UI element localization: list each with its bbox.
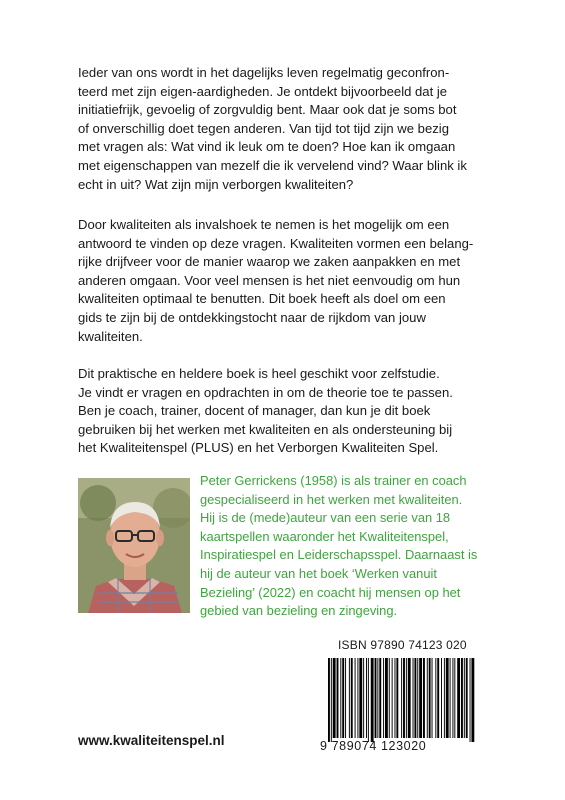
qualities-paragraph: [78, 216, 518, 346]
barcode-bar: [371, 658, 374, 742]
bio-line: kaartspellen waaronder het Kwaliteitenspel,: [200, 528, 449, 544]
barcode-bar: [340, 658, 341, 738]
text-line: met eigenschappen van mezelf die ik vervelend vind? Waar blink ik: [78, 157, 467, 173]
barcode-bar: [359, 658, 362, 738]
barcode-bar: [423, 658, 425, 738]
text-line: gebruiken bij het werken met kwaliteiten en als ondersteuning bij: [78, 421, 453, 437]
text-line: het Kwaliteitenspel (PLUS) en het Verborgen Kwaliteiten Spel.: [78, 440, 439, 456]
barcode-bar: [345, 658, 346, 738]
bio-line: Peter Gerrickens (1958) is als trainer en coach: [200, 473, 467, 488]
barcode-bar: [466, 658, 468, 738]
barcode-digits: 9 789074 123020: [320, 739, 427, 753]
text-line: rijke drijfveer voor de manier waarop we zaken aanpakken en met: [78, 254, 461, 270]
text-line: Ben je coach, trainer, docent of manager, dan kun je dit boek: [78, 403, 431, 419]
barcode-bar: [414, 658, 416, 738]
barcode-bar: [457, 658, 460, 738]
barcode-bar: [366, 658, 367, 738]
barcode-bar: [427, 658, 428, 738]
author-photo: [78, 478, 190, 613]
author-bio: [200, 472, 530, 621]
barcode-bar: [450, 658, 451, 738]
bio-line: gebied van bezieling en zingeving.: [200, 603, 398, 619]
text-line: Door kwaliteiten als invalshoek te nemen is het mogelijk om een: [78, 217, 450, 232]
barcode-bar: [385, 658, 388, 738]
barcode-bar: [413, 658, 414, 738]
barcode-bar: [389, 658, 390, 738]
barcode-bar: [328, 658, 330, 742]
barcode-bar: [351, 658, 353, 738]
barcode-bar: [470, 658, 471, 742]
barcode-bar: [331, 658, 332, 742]
barcode-bar: [355, 658, 356, 738]
barcode-bar: [417, 658, 418, 738]
barcode-bar: [403, 658, 405, 738]
text-line: anderen omgaan. Voor veel mensen is het niet eenvoudig om hun: [78, 272, 461, 288]
text-line: antwoord te vinden op deze vragen. Kwaliteiten vormen een belang-: [78, 235, 474, 251]
intro-paragraph: [78, 64, 518, 194]
barcode-bar: [429, 658, 431, 738]
barcode-bar: [471, 658, 474, 742]
text-line: echt in uit? Wat zijn mijn verborgen kwaliteiten?: [78, 176, 354, 192]
barcode-bar: [401, 658, 402, 738]
text-line: Dit praktische en heldere boek is heel geschikt voor zelfstudie.: [78, 366, 440, 381]
barcode-bar: [333, 658, 336, 738]
barcode-bar: [419, 658, 422, 738]
barcode-bar: [454, 658, 455, 738]
text-line: gids te zijn bij de ontdekkingstocht naar de rijkdom van jouw: [78, 309, 426, 325]
text-line: teerd met zijn eigen-aardigheden. Je ontdekt bijvoorbeeld dat je: [78, 83, 448, 99]
barcode-bar: [446, 658, 449, 738]
barcode-bar: [464, 658, 465, 738]
bio-line: hij de auteur van het boek ‘Werken vanuit: [200, 565, 437, 581]
barcode-bar: [377, 658, 378, 738]
barcode-bar: [444, 658, 445, 738]
barcode-bar: [396, 658, 398, 738]
barcode-bar: [392, 658, 393, 738]
barcode-bar: [452, 658, 453, 738]
bio-line: gespecialiseerd in het werken met kwaliteiten.: [200, 491, 463, 507]
barcode-bar: [432, 658, 433, 738]
bio-line: Inspiratiespel en Leiderschapsspel. Daarnaast is: [200, 547, 478, 563]
text-line: kwaliteiten optimaal te benutten. Dit boek heeft als doel om een: [78, 291, 446, 307]
isbn-label: ISBN 97890 74123 020: [338, 638, 467, 652]
text-line: of onverschillig doet tegen anderen. Van tijd tot tijd zijn we bezig: [78, 120, 449, 136]
text-line: initiatiefrijk, gevoelig of zorgvuldig bent. Maar ook dat je soms bot: [78, 102, 457, 118]
barcode-bar: [342, 658, 344, 738]
bio-line: Hij is de (mede)auteur van een serie van 18: [200, 510, 451, 526]
barcode-bar: [395, 658, 396, 738]
barcode-bar: [437, 658, 439, 738]
barcode-bar: [383, 658, 384, 738]
barcode-bar: [406, 658, 407, 738]
text-line: Ieder van ons wordt in het dagelijks leven regelmatig geconfron-: [78, 65, 450, 80]
barcode-bar: [337, 658, 339, 738]
usage-paragraph: [78, 365, 518, 458]
text-line: Je vindt er vragen en opdrachten in om de theorie toe te passen.: [78, 384, 453, 400]
barcode-bar: [441, 658, 442, 738]
barcode-bar: [368, 658, 369, 742]
website-url: www.kwaliteitenspel.nl: [78, 733, 225, 748]
author-portrait-illustration: [78, 478, 190, 613]
text-line: met vragen als: Wat vind ik leuk om te doen? Hoe kan ik omgaan: [78, 139, 456, 155]
bio-line: Bezieling’ (2022) en coacht hij mensen op het: [200, 584, 461, 600]
barcode-bar: [435, 658, 436, 738]
barcode-bar: [461, 658, 463, 738]
barcode-bar: [349, 658, 350, 738]
barcode-bar: [379, 658, 381, 738]
barcode-bar: [357, 658, 358, 738]
barcode-bar: [363, 658, 364, 738]
barcode-bar: [408, 658, 411, 738]
barcode-bar: [375, 658, 377, 738]
text-line: kwaliteiten.: [78, 328, 143, 344]
